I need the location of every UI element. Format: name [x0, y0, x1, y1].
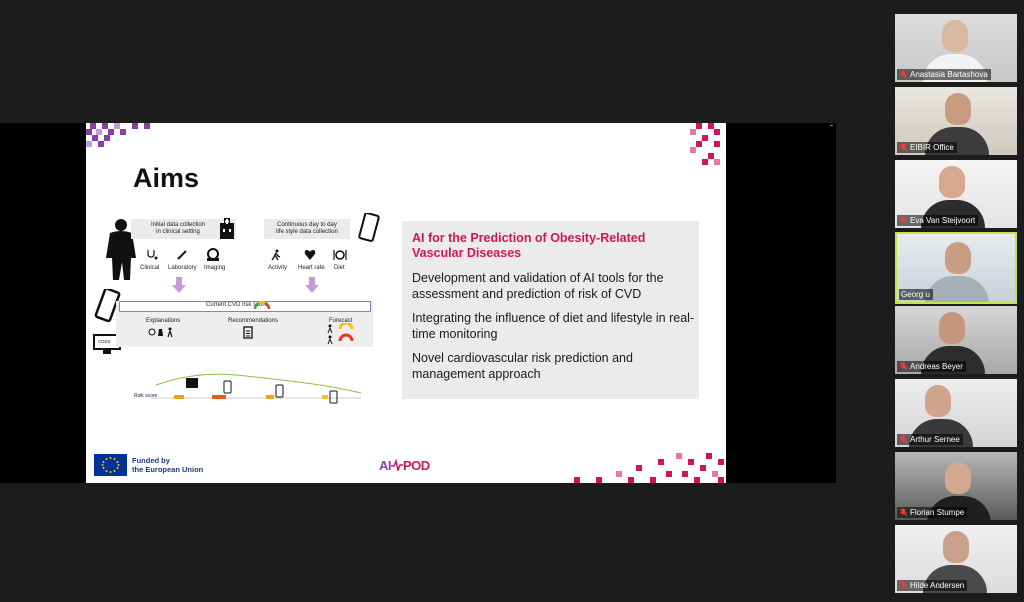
pulse-icon: [391, 459, 403, 471]
mic-muted-icon: [899, 435, 908, 444]
view-indicator: [830, 125, 833, 126]
mic-muted-icon: [899, 70, 908, 79]
aim-point-3: Novel cardiovascular risk prediction and management approach: [412, 351, 633, 381]
stethoscope-icon: [146, 249, 158, 261]
screen-share-view: [0, 123, 836, 483]
participant-name-tag: [897, 142, 957, 153]
participant-name-tag: [899, 289, 933, 300]
pixel-decoration-top-right: [686, 123, 726, 173]
slide-title: Aims: [133, 163, 200, 193]
presentation-slide: [86, 123, 726, 483]
participant-name: Andreas Beyer: [910, 362, 963, 371]
forecast-icons: [326, 323, 356, 345]
aim-point-1: Development and validation of AI tools for the assessment and prediction of risk of CVD: [412, 271, 664, 301]
participant-head: [925, 385, 951, 417]
logo-pod-text: POD: [403, 458, 430, 473]
mic-muted-icon: [899, 216, 908, 225]
risk-timeline: [136, 363, 366, 408]
participant-name: Hilde Andersen: [910, 581, 965, 590]
eu-funding-text: [132, 456, 203, 474]
arrow-down-icon: [305, 277, 319, 293]
heart-rate-label: Heart rate: [298, 265, 325, 271]
mic-muted-icon: [899, 508, 908, 517]
participant-name: EIBIR Office: [910, 143, 954, 152]
syringe-icon: [176, 249, 188, 261]
explanations-label: Explanations: [146, 318, 181, 324]
info-heading: AI for the Prediction of Obesity-Related Vascular Diseases: [412, 231, 646, 260]
participant-tile[interactable]: [895, 87, 1017, 155]
participant-tile[interactable]: [895, 14, 1017, 82]
diet-icon: [333, 249, 347, 261]
funding-line-2: the European Union: [132, 465, 204, 474]
pixel-decoration-top-left: [86, 123, 156, 153]
participant-tile[interactable]: [895, 452, 1017, 520]
hospital-icon: [218, 217, 236, 239]
initial-collection-label: Initial data collection in clinical setting: [150, 222, 206, 236]
cdss-label: CDSS: [98, 339, 111, 344]
participant-tile[interactable]: [895, 379, 1017, 447]
participant-tile[interactable]: [895, 525, 1017, 593]
clipboard-icon: [243, 326, 253, 339]
participant-head: [945, 242, 971, 274]
participant-name: Eva Van Steijvoort: [910, 216, 976, 225]
participant-name-tag: [897, 507, 967, 518]
explanation-icons: [148, 326, 176, 338]
scanner-icon: [206, 248, 220, 261]
participant-name: Arthur Sernee: [910, 435, 960, 444]
participant-name-tag: [897, 69, 991, 80]
participant-name-tag: [897, 580, 967, 591]
participant-tile-active-speaker[interactable]: [895, 232, 1017, 304]
cvd-score-label: Current CVD risk score:: [206, 302, 270, 308]
mic-muted-icon: [899, 143, 908, 152]
risk-score-label: Risk score: [134, 393, 158, 399]
arrow-down-icon: [172, 277, 186, 293]
diet-label: Diet: [334, 265, 345, 271]
running-icon: [270, 249, 282, 261]
continuous-collection-label: Continuous day to day life style data collection: [276, 222, 338, 236]
participant-name-tag: [897, 215, 978, 226]
participant-head: [942, 20, 968, 52]
participant-name: Georg u: [901, 290, 930, 299]
participant-tile[interactable]: [895, 160, 1017, 228]
aims-info-box: [402, 221, 699, 399]
ai-pod-logo: [379, 458, 430, 473]
mic-muted-icon: [899, 581, 908, 590]
funding-line-1: Funded by: [132, 456, 170, 465]
participant-head: [945, 93, 971, 125]
activity-label: Activity: [268, 265, 288, 271]
participant-name-tag: [897, 434, 963, 445]
forecast-label: Forecast: [329, 318, 353, 324]
participant-name: Anastasia Bartashova: [910, 70, 988, 79]
smartphone-icon: [356, 213, 382, 251]
recommendations-label: Recommendations: [228, 318, 279, 324]
imaging-label: Imaging: [204, 265, 226, 271]
gauge-icon: [254, 301, 270, 310]
participant-head: [939, 166, 965, 198]
participant-name: Florian Stumpe: [910, 508, 965, 517]
laboratory-label: Laboratory: [168, 265, 197, 271]
participant-head: [939, 312, 965, 344]
cvd-workflow-diagram: [86, 213, 386, 413]
logo-ai-text: AI: [379, 458, 391, 473]
aim-point-2: Integrating the influence of diet and lifestyle in real-time monitoring: [412, 311, 695, 341]
participant-head: [943, 531, 969, 563]
participant-tile[interactable]: [895, 306, 1017, 374]
participant-head: [945, 462, 971, 494]
clinical-label: Clinical: [140, 265, 160, 271]
participant-name-tag: [897, 361, 966, 372]
pixel-decoration-bottom-right: [566, 449, 726, 483]
mic-muted-icon: [899, 362, 908, 371]
eu-flag-icon: [94, 454, 127, 476]
heart-rate-icon: [304, 249, 316, 261]
